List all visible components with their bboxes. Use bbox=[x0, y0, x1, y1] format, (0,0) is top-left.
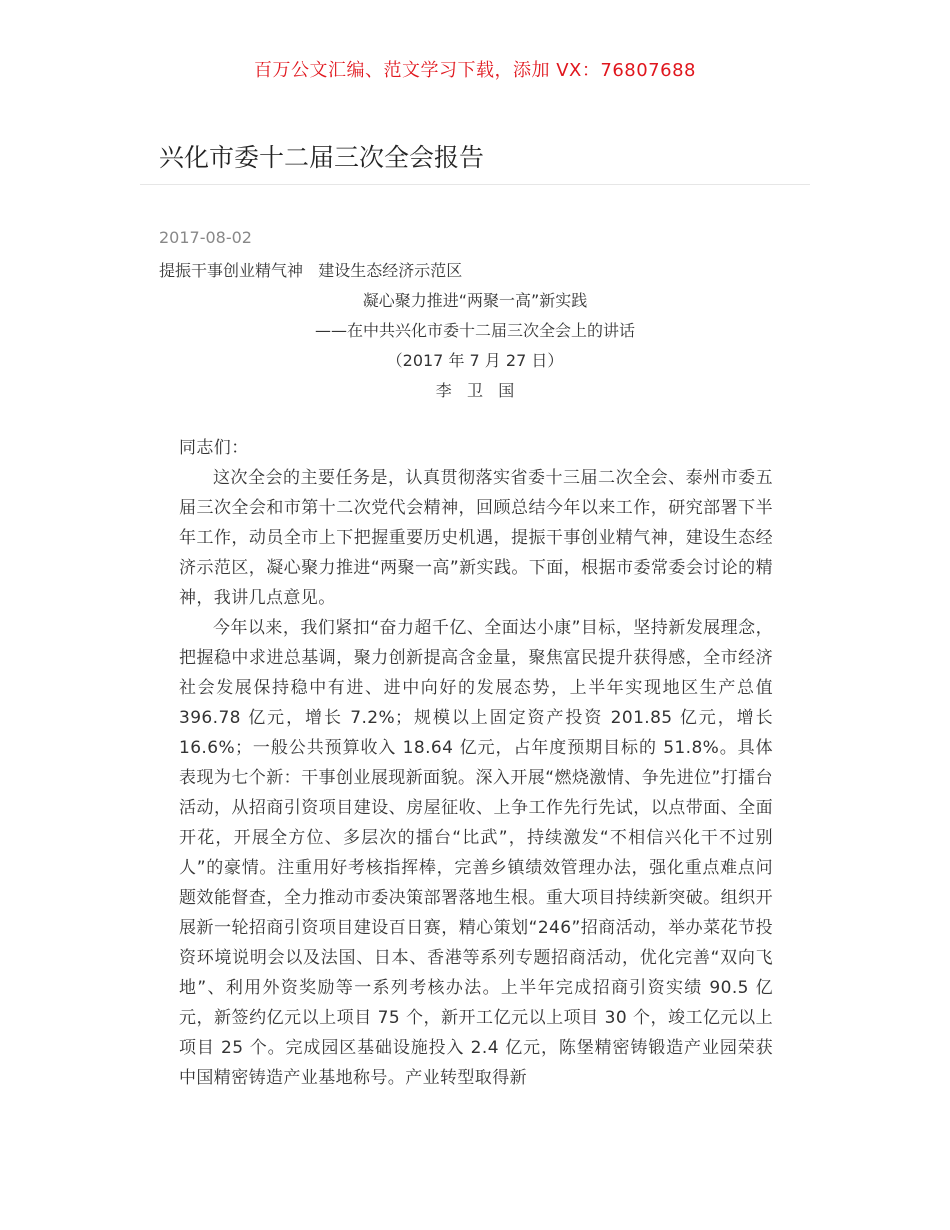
salutation: 同志们： bbox=[179, 438, 249, 458]
speech-occasion-line: ——在中共兴化市委十二届三次全会上的讲话 bbox=[314, 321, 635, 340]
promo-banner: 百万公文汇编、范文学习下载，添加 VX：76807688 bbox=[254, 60, 696, 81]
body-paragraph: 今年以来，我们紧扣“奋力超千亿、全面达小康”目标，坚持新发展理念，把握稳中求进总基调，聚力创新提高含金量，聚焦富民提升获得感，全市经济社会发展保持稳中有进、进中向好的发展态势，上半年实现地区生产总值 396.78 亿元，增长 7.2%；规模以上固定资产投资 201.85 亿元，增长 16.6%；一般公共预算收入 18.64 亿元，占年度预期目标的 51.8%。具体表现为七个新：干事创业展现新面貌。深入开展“燃烧激情、争先进位”打擂台活动，从招商引资项目建设、房屋征收、上争工作先行先试，以点带面、全面开花，开展全方位、多层次的擂台“比武”，持续激发“不相信兴化干不过别人”的豪情。注重用好考核指挥棒，完善乡镇绩效管理办法，强化重点难点问题效能督查，全力推动市委决策部署落地生根。重大项目持续新突破。组织开展新一轮招商引资项目建设百日赛，精心策划“246”招商活动，举办菜花节投资环境说明会以及法国、日本、香港等系列专题招商活动，优化完善“双向飞地”、利用外资奖励等一系列考核办法。上半年完成招商引资实绩 90.5 亿元，新签约亿元以上项目 75 个，新开工亿元以上项目 30 个，竣工亿元以上项目 25 个。完成园区基础设施投入 2.4 亿元，陈堡精密铸锻造产业园荣获中国精密铸造产业基地称号。产业转型取得新 bbox=[179, 618, 773, 1088]
article-title: 兴化市委十二届三次全会报告 bbox=[159, 143, 485, 172]
speaker-name: 李 卫 国 bbox=[435, 381, 515, 400]
body-paragraph: 这次全会的主要任务是，认真贯彻落实省委十三届二次全会、泰州市委五届三次全会和市第十二次党代会精神，回顾总结今年以来工作，研究部署下半年工作，动员全市上下把握重要历史机遇，提振干事创业精气神，建设生态经济示范区，凝心聚力推进“两聚一高”新实践。下面，根据市委常委会讨论的精神，我讲几点意见。 bbox=[179, 468, 773, 608]
title-divider bbox=[140, 184, 810, 185]
publish-date: 2017-08-02 bbox=[159, 228, 252, 247]
speech-subtitle: 提振干事创业精气神 建设生态经济示范区 bbox=[159, 261, 463, 280]
speech-date-line: （2017 年 7 月 27 日） bbox=[386, 351, 564, 370]
article-body bbox=[179, 433, 773, 1093]
speech-heading-line: 凝心聚力推进“两聚一高”新实践 bbox=[362, 291, 588, 310]
